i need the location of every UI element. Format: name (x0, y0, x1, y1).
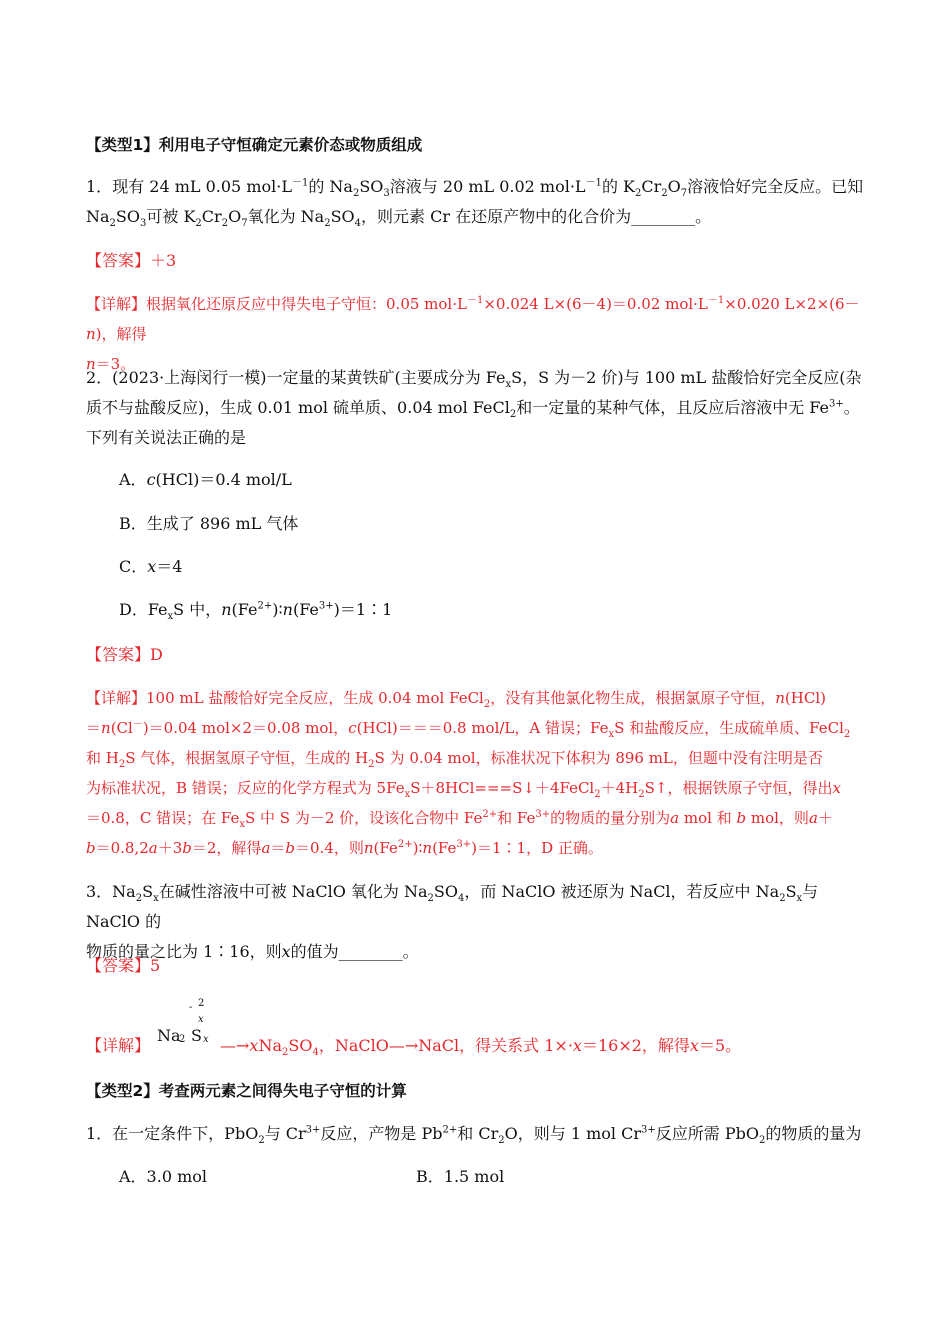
answer-q3: 【答案】5 (86, 956, 161, 975)
type2-option-a: A．3.0 mol (119, 1167, 208, 1186)
option-b: B．生成了 896 mL 气体 (119, 514, 299, 533)
type2-question-1-text: 1．在一定条件下，PbO$_2$与 $Cr^{3+}$反应，产物是 $Pb^{2+}$和 $Cr_2O$，则与 1 mol $Cr^{3+}$反应所需 PbO$_2$的物质的量为 (86, 1124, 862, 1147)
answer-q1: 【答案】＋3 (86, 251, 177, 270)
question-2-text: 2．(2023·上海闵行一模)一定量的某黄铁矿(主要成分为 $Fe_xS$，S 为－2 价)与 100 mL 盐酸恰好完全反应(杂 质不与盐酸反应)，生成 0.01 mol 硫单质、0.04 mol FeCl$_2$和一定量的某种气体，且反应后溶液中无 $Fe^{3+}$。 下列有关说法正确的是 (86, 368, 862, 447)
option-c: C．x＝4 (119, 557, 183, 576)
detail-q2: 【详解】100 mL 盐酸恰好完全反应，生成 0.04 mol FeCl$_2$，没有其他氯化物生成，根据氯原子守恒，n(HCl) ＝n(Cl－)＝0.04 mol×2＝0.08 mol，c(HCl)＝＝＝0.8 mol/L，A 错误；$Fe_xS$ 和盐酸反应，生成硫单质、FeCl$_2$ 和 $H_2S$ 气体，根据氢原子守恒，生成的 $H_2S$ 为 0.04 mol，标准状况下体积为 896 mL，但题中没有注明是否 为标准状况，B 错误；反应的化学方程式为 $5Fe_xS+8HCl===S↓+4FeCl_2+4H_2S↑$，根据铁原子守恒，得出x ＝0.8，C 错误；在 $Fe_xS$ 中 S 为－2 价，设该化合物中 $Fe^{2+}$和 $Fe^{3+}$的物质的量分别为a mol 和 b mol，则a＋ b＝0.8,2a＋3b＝2，解得a＝b＝0.4，则$n(Fe^{2+})∶n(Fe^{3+})=1∶1$，D 正确。 (86, 689, 851, 857)
type2-option-b: B．1.5 mol (416, 1167, 505, 1186)
option-d: D．$Fe_xS$ 中，$n(Fe^{2+})∶n(Fe^{3+})=1∶1$ (119, 600, 393, 623)
option-a: A．c(HCl)＝0.4 mol/L (119, 470, 292, 489)
question-1-text: 1．现有 24 mL 0.05 $mol\cdot L^{-1}$的 $Na_2SO_3$溶液与 20 mL 0.02 $mol\cdot L^{-1}$的 $K_2Cr_2O_7$溶液恰好完全反应。已知 $Na_2SO_3$可被 $K_2Cr_2O_7$氧化为 $Na_2SO_4$，则元素 Cr 在还原产物中的化合价为________。 (86, 177, 864, 230)
answer-q2: 【答案】D (86, 645, 163, 664)
question-3-text: 3．$Na_2S_x$在碱性溶液中可被 NaClO 氧化为 $Na_2SO_4$，而 NaClO 被还原为 NaCl，若反应中 $Na_2S_x$与 NaClO 的 物质的量之比为 1∶16，则x的值为________。 (86, 882, 819, 961)
section-heading-type1: 【类型1】利用电子守恒确定元素价态或物质组成 (86, 136, 423, 154)
detail-q1: 【详解】根据氧化还原反应中得失电子守恒：0.05 $mol\cdot L^{-1}\times 0.024$ L×(6－4)＝0.02 $mol\cdot L^{-1}\times 0.020$ L×2×(6－n)，解得 n＝3。 (86, 295, 860, 373)
sulfide-formula: Na 2 S x - 2 x (157, 998, 209, 1045)
detail-q3: 【详解】 $—\to xNa_2SO_4$，NaClO—→NaCl，得关系式 1×·x＝16×2，解得x＝5。 (86, 1036, 742, 1059)
section-heading-type2: 【类型2】考查两元素之间得失电子守恒的计算 (86, 1082, 407, 1100)
